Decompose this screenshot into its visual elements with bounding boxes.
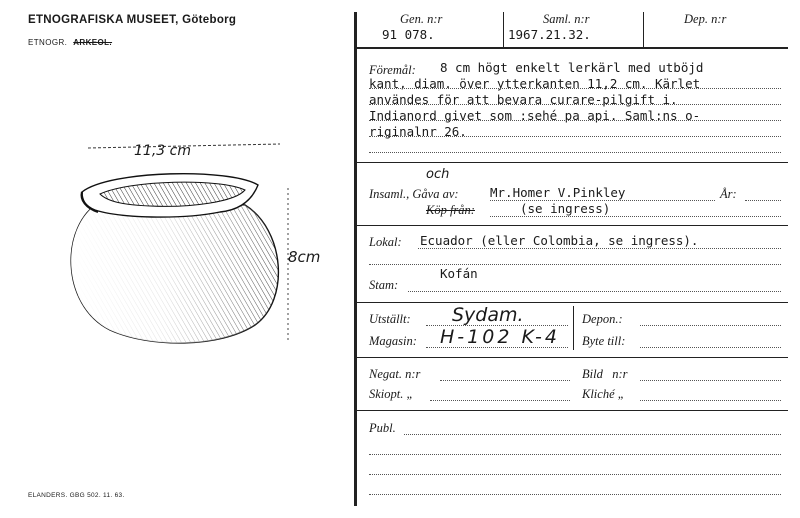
dept-etnogr: ETNOGR.	[28, 38, 68, 47]
ar-label: År:	[720, 187, 737, 201]
negat-label: Negat. n:r	[369, 367, 421, 381]
dept-arkeol-struck: ARKEOL.	[73, 38, 113, 47]
number-divider-2	[643, 12, 644, 47]
stam-label: Stam:	[369, 278, 399, 292]
lokal-label: Lokal:	[369, 235, 402, 249]
museum-title: ETNOGRAFISKA MUSEET, Göteborg	[28, 14, 237, 26]
department-line	[28, 38, 112, 47]
section-rule-3	[357, 302, 788, 303]
donor-note: (se ingress)	[520, 201, 611, 216]
publ-label: Publ.	[369, 421, 396, 435]
section-rule-1	[357, 162, 788, 163]
magasin-value: H-102 K-4	[440, 326, 560, 348]
number-row-rule	[357, 47, 788, 49]
storage-divider	[573, 306, 574, 350]
width-note: 11,3 cm	[134, 143, 191, 159]
gen-nr-label: Gen. n:r	[400, 12, 443, 26]
utstallt-label: Utställt:	[369, 312, 411, 326]
stam-value: Kofán	[440, 266, 478, 281]
foremal-label: Föremål:	[369, 63, 416, 77]
height-note: 8cm	[288, 248, 321, 266]
bild-nr-label: n:r	[612, 367, 628, 381]
depon-label: Depon.:	[582, 312, 623, 326]
gen-nr-value: 91 078.	[382, 27, 435, 42]
foremal-line-4: Indianord givet som :sehé pa api. Saml:ns o-	[369, 108, 701, 123]
section-rule-4	[357, 357, 788, 358]
section-rule-2	[357, 225, 788, 226]
kliche-label: Kliché „	[582, 387, 625, 401]
foremal-line-3: användes för att bevara curare-pilgift i.	[369, 92, 678, 107]
skiopt-label: Skiopt. „	[369, 387, 414, 401]
clay-pot-drawing	[40, 130, 340, 360]
number-divider-1	[503, 12, 504, 47]
bild-label: Bild n:r	[582, 367, 628, 381]
byte-till-label: Byte till:	[582, 334, 626, 348]
foremal-line-2: kant, diam. över ytterkanten 11,2 cm. Kärlet	[369, 76, 701, 91]
magasin-label: Magasin:	[369, 334, 417, 348]
saml-nr-label: Saml. n:r	[543, 12, 590, 26]
section-rule-5	[357, 410, 788, 411]
insaml-label: Insaml., Gåva av:	[369, 187, 459, 201]
kop-fran-label-struck: Köp från:	[426, 203, 475, 217]
lokal-value: Ecuador (eller Colombia, se ingress).	[420, 233, 699, 248]
printer-imprint: ELANDERS. GBG 502. 11. 63.	[28, 492, 125, 499]
card-left-border	[354, 12, 357, 506]
foremal-line-1: 8 cm högt enkelt lerkärl med utböjd	[440, 60, 704, 75]
dep-nr-label: Dep. n:r	[684, 12, 727, 26]
och-handwritten: och	[426, 167, 450, 182]
gava-label: Gåva av:	[412, 187, 459, 201]
saml-nr-value: 1967.21.32.	[508, 27, 591, 42]
donor-value: Mr.Homer V.Pinkley	[490, 185, 626, 200]
utstallt-value: Sydam.	[452, 304, 524, 326]
foremal-line-5: riginalnr 26.	[369, 124, 467, 139]
